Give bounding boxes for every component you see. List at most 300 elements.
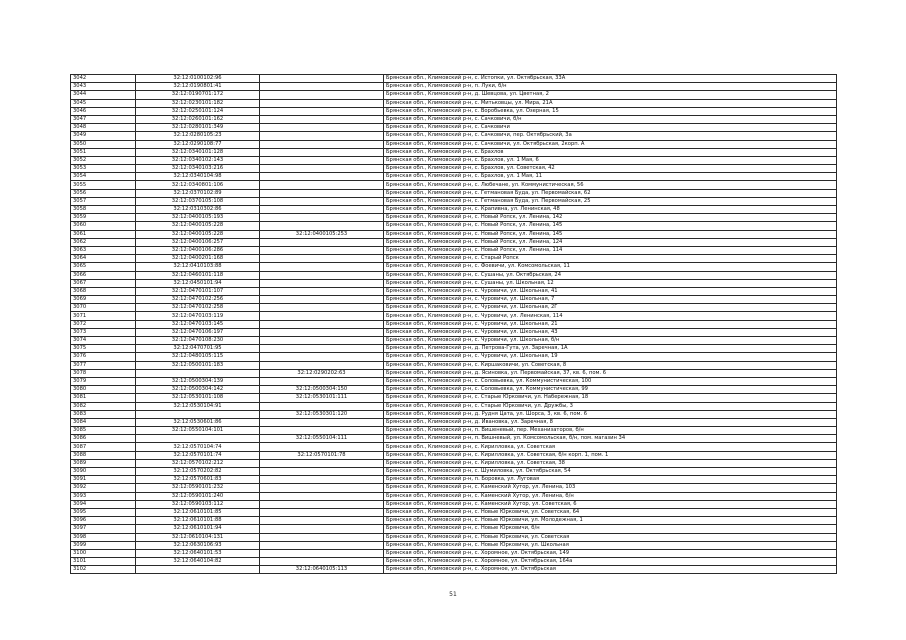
table-row <box>71 345 837 353</box>
table-row <box>71 304 837 312</box>
linked-cadastral-number-cell: 32:12:0500304:150 <box>260 386 384 394</box>
row-number-cell: 3073 <box>71 328 136 336</box>
table-row <box>71 181 837 189</box>
row-number-cell: 3067 <box>71 279 136 287</box>
linked-cadastral-number-cell <box>260 549 384 557</box>
address-cell: Брянская обл., Климовский р-н, с. Новые Юрковичи, ул. Советская, 64 <box>384 508 837 516</box>
cadastral-number-cell: 32:12:0340103:216 <box>136 165 260 173</box>
cadastral-number-cell: 32:12:0400105:193 <box>136 214 260 222</box>
address-cell: Брянская обл., Климовский р-н, с. Новый Ропск, ул. Ленина, 142 <box>384 214 837 222</box>
row-number-cell: 3059 <box>71 214 136 222</box>
cadastral-number-cell: 32:12:0400201:168 <box>136 255 260 263</box>
cadastral-number-cell: 32:12:0530601:86 <box>136 418 260 426</box>
address-cell: Брянская обл., Климовский р-н, с. Новый Ропск, ул. Ленина, 124 <box>384 238 837 246</box>
cadastral-number-cell: 32:12:0530101:108 <box>136 394 260 402</box>
table-row <box>71 476 837 484</box>
linked-cadastral-number-cell <box>260 140 384 148</box>
table-row <box>71 558 837 566</box>
address-cell: Брянская обл., Климовский р-н, с. Брахлов <box>384 148 837 156</box>
linked-cadastral-number-cell <box>260 124 384 132</box>
table-row <box>71 271 837 279</box>
cadastral-number-cell: 32:12:0470106:197 <box>136 328 260 336</box>
address-cell: Брянская обл., Климовский р-н, с. Кирилловка, ул. Советская, б/н корп. 1, пом. 1 <box>384 451 837 459</box>
cadastral-number-cell: 32:12:0340104:98 <box>136 173 260 181</box>
table-row <box>71 541 837 549</box>
cadastral-number-cell: 32:12:0570102:212 <box>136 459 260 467</box>
linked-cadastral-number-cell <box>260 246 384 254</box>
linked-cadastral-number-cell <box>260 287 384 295</box>
address-cell: Брянская обл., Климовский р-н, с. Чуровичи, ул. Ленинская, 114 <box>384 312 837 320</box>
address-cell: Брянская обл., Климовский р-н, с. Крапивна, ул. Ленинская, 48 <box>384 206 837 214</box>
registry-table <box>70 74 837 574</box>
cadastral-number-cell: 32:12:0550104:101 <box>136 427 260 435</box>
table-row <box>71 206 837 214</box>
table-row <box>71 165 837 173</box>
linked-cadastral-number-cell <box>260 263 384 271</box>
linked-cadastral-number-cell: 32:12:0290202:63 <box>260 369 384 377</box>
cadastral-number-cell: 32:12:0590103:112 <box>136 500 260 508</box>
linked-cadastral-number-cell <box>260 214 384 222</box>
row-number-cell: 3094 <box>71 500 136 508</box>
row-number-cell: 3086 <box>71 435 136 443</box>
row-number-cell: 3099 <box>71 541 136 549</box>
address-cell: Брянская обл., Климовский р-н, с. Старые Юрковичи, ул. Дружбы, 3 <box>384 402 837 410</box>
row-number-cell: 3060 <box>71 222 136 230</box>
cadastral-number-cell: 32:12:0610101:85 <box>136 508 260 516</box>
row-number-cell: 3045 <box>71 99 136 107</box>
table-row <box>71 91 837 99</box>
address-cell: Брянская обл., Климовский р-н, с. Шумиловка, ул. Октябрьская, 54 <box>384 468 837 476</box>
row-number-cell: 3063 <box>71 246 136 254</box>
linked-cadastral-number-cell <box>260 541 384 549</box>
row-number-cell: 3043 <box>71 83 136 91</box>
address-cell: Брянская обл., Климовский р-н, с. Хоромное, ул. Октябрьская, 164а <box>384 558 837 566</box>
table-row <box>71 107 837 115</box>
table-row <box>71 377 837 385</box>
row-number-cell: 3066 <box>71 271 136 279</box>
address-cell: Брянская обл., Климовский р-н, с. Воробьевка, ул. Озерная, 15 <box>384 107 837 115</box>
linked-cadastral-number-cell <box>260 206 384 214</box>
cadastral-number-cell <box>136 410 260 418</box>
row-number-cell: 3091 <box>71 476 136 484</box>
table-row <box>71 418 837 426</box>
linked-cadastral-number-cell: 32:12:0530101:111 <box>260 394 384 402</box>
table-row <box>71 230 837 238</box>
cadastral-number-cell: 32:12:0590101:240 <box>136 492 260 500</box>
cadastral-number-cell: 32:12:0100102:96 <box>136 75 260 83</box>
row-number-cell: 3050 <box>71 140 136 148</box>
cadastral-number-cell: 32:12:0340102:143 <box>136 156 260 164</box>
cadastral-number-cell: 32:12:0410103:88 <box>136 263 260 271</box>
row-number-cell: 3097 <box>71 525 136 533</box>
row-number-cell: 3053 <box>71 165 136 173</box>
address-cell: Брянская обл., Климовский р-н, с. Чуровичи, ул. Школьная, 43 <box>384 328 837 336</box>
address-cell: Брянская обл., Климовский р-н, с. Киршаковичи, ул. Советская, 8 <box>384 361 837 369</box>
linked-cadastral-number-cell <box>260 181 384 189</box>
cadastral-number-cell: 32:12:0570202:82 <box>136 468 260 476</box>
row-number-cell: 3078 <box>71 369 136 377</box>
row-number-cell: 3076 <box>71 353 136 361</box>
table-row <box>71 124 837 132</box>
row-number-cell: 3052 <box>71 156 136 164</box>
linked-cadastral-number-cell <box>260 508 384 516</box>
row-number-cell: 3057 <box>71 197 136 205</box>
address-cell: Брянская обл., Климовский р-н, с. Сачковичи, б/н <box>384 115 837 123</box>
linked-cadastral-number-cell <box>260 402 384 410</box>
cadastral-number-cell <box>136 369 260 377</box>
row-number-cell: 3081 <box>71 394 136 402</box>
cadastral-number-cell: 32:12:0530104:91 <box>136 402 260 410</box>
row-number-cell: 3055 <box>71 181 136 189</box>
cadastral-number-cell: 32:12:0280105:23 <box>136 132 260 140</box>
address-cell: Брянская обл., Климовский р-н, с. Чуровичи, ул. Школьная, 41 <box>384 287 837 295</box>
address-cell: Брянская обл., Климовский р-н, с. Каменский Хутор, ул. Советская, 6 <box>384 500 837 508</box>
address-cell: Брянская обл., Климовский р-н, с. Чуровичи, ул. Школьная, 21 <box>384 320 837 328</box>
linked-cadastral-number-cell <box>260 165 384 173</box>
cadastral-number-cell: 32:12:0590101:232 <box>136 484 260 492</box>
cadastral-number-cell: 32:12:0280101:349 <box>136 124 260 132</box>
table-row <box>71 83 837 91</box>
address-cell: Брянская обл., Климовский р-н, с. Сачковичи <box>384 124 837 132</box>
cadastral-number-cell: 32:12:0250101:124 <box>136 107 260 115</box>
address-cell: Брянская обл., Климовский р-н, с. Хоромное, ул. Октябрьская, 149 <box>384 549 837 557</box>
cadastral-number-cell: 32:12:0460101:118 <box>136 271 260 279</box>
address-cell: Брянская обл., Климовский р-н, с. Новый Ропск, ул. Ленина, 145 <box>384 222 837 230</box>
table-row <box>71 148 837 156</box>
linked-cadastral-number-cell <box>260 443 384 451</box>
table-row <box>71 525 837 533</box>
row-number-cell: 3089 <box>71 459 136 467</box>
cadastral-number-cell: 32:12:0400106:257 <box>136 238 260 246</box>
cadastral-number-cell: 32:12:0260101:162 <box>136 115 260 123</box>
cadastral-number-cell: 32:12:0570104:74 <box>136 443 260 451</box>
address-cell: Брянская обл., Климовский р-н, с. Новые Юрковичи, б/н <box>384 525 837 533</box>
table-row <box>71 492 837 500</box>
address-cell: Брянская обл., Климовский р-н, с. Сушаны, ул. Октябрьская, 24 <box>384 271 837 279</box>
row-number-cell: 3062 <box>71 238 136 246</box>
row-number-cell: 3092 <box>71 484 136 492</box>
linked-cadastral-number-cell <box>260 337 384 345</box>
cadastral-number-cell: 32:12:0310302:86 <box>136 206 260 214</box>
address-cell: Брянская обл., Климовский р-н, д. Ясиновка, ул. Первомайская, 37, кв. 6, пом. 6 <box>384 369 837 377</box>
cadastral-number-cell: 32:12:0470701:95 <box>136 345 260 353</box>
address-cell: Брянская обл., Климовский р-н, п. Луки, б/н <box>384 83 837 91</box>
address-cell: Брянская обл., Климовский р-н, с. Новые Юрковичи, ул. Школьная <box>384 541 837 549</box>
cadastral-number-cell: 32:12:0290108:77 <box>136 140 260 148</box>
cadastral-number-cell: 32:12:0230101:182 <box>136 99 260 107</box>
address-cell: Брянская обл., Климовский р-н, с. Сачковичи, ул. Октябрьская, 2корп. А <box>384 140 837 148</box>
linked-cadastral-number-cell <box>260 222 384 230</box>
address-cell: Брянская обл., Климовский р-н, с. Каменский Хутор, ул. Ленина, 103 <box>384 484 837 492</box>
cadastral-number-cell: 32:12:0470108:230 <box>136 337 260 345</box>
row-number-cell: 3077 <box>71 361 136 369</box>
linked-cadastral-number-cell <box>260 99 384 107</box>
cadastral-number-cell: 32:12:0500304:142 <box>136 386 260 394</box>
linked-cadastral-number-cell <box>260 320 384 328</box>
row-number-cell: 3093 <box>71 492 136 500</box>
address-cell: Брянская обл., Климовский р-н, с. Чуровичи, ул. Школьная, 19 <box>384 353 837 361</box>
address-cell: Брянская обл., Климовский р-н, с. Гетмановая Буда, ул. Первомайская, 62 <box>384 189 837 197</box>
address-cell: Брянская обл., Климовский р-н, с. Соловьевка, ул. Коммунистическая, 99 <box>384 386 837 394</box>
cadastral-number-cell: 32:12:0610101:94 <box>136 525 260 533</box>
cadastral-number-cell: 32:12:0370105:108 <box>136 197 260 205</box>
table-row <box>71 312 837 320</box>
table-row <box>71 246 837 254</box>
linked-cadastral-number-cell: 32:12:0400105:253 <box>260 230 384 238</box>
cadastral-number-cell: 32:12:0610101:88 <box>136 517 260 525</box>
table-row <box>71 394 837 402</box>
address-cell: Брянская обл., Климовский р-н, д. Петрова-Гута, ул. Заречная, 1А <box>384 345 837 353</box>
cadastral-number-cell: 32:12:0400105:228 <box>136 230 260 238</box>
row-number-cell: 3083 <box>71 410 136 418</box>
row-number-cell: 3042 <box>71 75 136 83</box>
linked-cadastral-number-cell <box>260 173 384 181</box>
address-cell: Брянская обл., Климовский р-н, с. Новые Юрковичи, ул. Советская <box>384 533 837 541</box>
linked-cadastral-number-cell <box>260 476 384 484</box>
cadastral-number-cell: 32:12:0500304:139 <box>136 377 260 385</box>
cadastral-number-cell: 32:12:0640104:82 <box>136 558 260 566</box>
table-row <box>71 287 837 295</box>
linked-cadastral-number-cell <box>260 484 384 492</box>
cadastral-number-cell <box>136 435 260 443</box>
address-cell: Брянская обл., Климовский р-н, с. Хоромное, ул. Октябрьская <box>384 566 837 574</box>
row-number-cell: 3049 <box>71 132 136 140</box>
linked-cadastral-number-cell: 32:12:0570101:78 <box>260 451 384 459</box>
linked-cadastral-number-cell <box>260 197 384 205</box>
row-number-cell: 3070 <box>71 304 136 312</box>
cadastral-number-cell: 32:12:0470102:258 <box>136 304 260 312</box>
linked-cadastral-number-cell <box>260 107 384 115</box>
cadastral-number-cell: 32:12:0340101:128 <box>136 148 260 156</box>
address-cell: Брянская обл., Климовский р-н, с. Новые Юрковичи, ул. Молодежная, 1 <box>384 517 837 525</box>
linked-cadastral-number-cell <box>260 500 384 508</box>
row-number-cell: 3071 <box>71 312 136 320</box>
linked-cadastral-number-cell <box>260 353 384 361</box>
table-row <box>71 566 837 574</box>
row-number-cell: 3061 <box>71 230 136 238</box>
cadastral-number-cell: 32:12:0340801:106 <box>136 181 260 189</box>
linked-cadastral-number-cell <box>260 296 384 304</box>
linked-cadastral-number-cell <box>260 148 384 156</box>
cadastral-number-cell: 32:12:0470103:145 <box>136 320 260 328</box>
cadastral-number-cell: 32:12:0570601:83 <box>136 476 260 484</box>
cadastral-number-cell: 32:12:0400106:286 <box>136 246 260 254</box>
table-row <box>71 402 837 410</box>
linked-cadastral-number-cell <box>260 328 384 336</box>
page-number: 51 <box>449 591 457 598</box>
address-cell: Брянская обл., Климовский р-н, д. Шевцова, ул. Цветная, 2 <box>384 91 837 99</box>
table-row <box>71 500 837 508</box>
row-number-cell: 3056 <box>71 189 136 197</box>
cadastral-number-cell: 32:12:0450101:94 <box>136 279 260 287</box>
cadastral-number-cell: 32:12:0190701:172 <box>136 91 260 99</box>
table-row <box>71 410 837 418</box>
table-row <box>71 517 837 525</box>
row-number-cell: 3064 <box>71 255 136 263</box>
linked-cadastral-number-cell <box>260 377 384 385</box>
linked-cadastral-number-cell <box>260 345 384 353</box>
row-number-cell: 3082 <box>71 402 136 410</box>
linked-cadastral-number-cell <box>260 459 384 467</box>
table-row <box>71 533 837 541</box>
row-number-cell: 3074 <box>71 337 136 345</box>
row-number-cell: 3085 <box>71 427 136 435</box>
row-number-cell: 3044 <box>71 91 136 99</box>
row-number-cell: 3101 <box>71 558 136 566</box>
cadastral-number-cell: 32:12:0470103:119 <box>136 312 260 320</box>
table-row <box>71 263 837 271</box>
row-number-cell: 3100 <box>71 549 136 557</box>
row-number-cell: 3069 <box>71 296 136 304</box>
linked-cadastral-number-cell <box>260 115 384 123</box>
cadastral-number-cell: 32:12:0470102:256 <box>136 296 260 304</box>
table-row <box>71 197 837 205</box>
address-cell: Брянская обл., Климовский р-н, с. Сачковичи, пер. Октябрьский, 3а <box>384 132 837 140</box>
table-row <box>71 140 837 148</box>
address-cell: Брянская обл., Климовский р-н, п. Вишневый, ул. Комсомольская, б/н, пом. магазин 34 <box>384 435 837 443</box>
linked-cadastral-number-cell <box>260 238 384 246</box>
linked-cadastral-number-cell <box>260 468 384 476</box>
address-cell: Брянская обл., Климовский р-н, с. Старый Ропск <box>384 255 837 263</box>
linked-cadastral-number-cell: 32:12:0550104:111 <box>260 435 384 443</box>
linked-cadastral-number-cell <box>260 75 384 83</box>
table-row <box>71 173 837 181</box>
table-row <box>71 279 837 287</box>
table-row <box>71 361 837 369</box>
cadastral-number-cell: 32:12:0480105:115 <box>136 353 260 361</box>
linked-cadastral-number-cell <box>260 427 384 435</box>
linked-cadastral-number-cell <box>260 361 384 369</box>
address-cell: Брянская обл., Климовский р-н, с. Любечане, ул. Коммунистическая, 56 <box>384 181 837 189</box>
linked-cadastral-number-cell <box>260 132 384 140</box>
row-number-cell: 3087 <box>71 443 136 451</box>
address-cell: Брянская обл., Климовский р-н, с. Новый Ропск, ул. Ленина, 145 <box>384 230 837 238</box>
linked-cadastral-number-cell <box>260 533 384 541</box>
linked-cadastral-number-cell <box>260 304 384 312</box>
table-row <box>71 156 837 164</box>
table-row <box>71 427 837 435</box>
address-cell: Брянская обл., Климовский р-н, с. Соловьевка, ул. Коммунистическая, 100 <box>384 377 837 385</box>
row-number-cell: 3098 <box>71 533 136 541</box>
cadastral-number-cell: 32:12:0400105:228 <box>136 222 260 230</box>
address-cell: Брянская обл., Климовский р-н, с. Кирилловка, ул. Советская <box>384 443 837 451</box>
linked-cadastral-number-cell <box>260 271 384 279</box>
row-number-cell: 3075 <box>71 345 136 353</box>
cadastral-number-cell: 32:12:0370102:89 <box>136 189 260 197</box>
row-number-cell: 3072 <box>71 320 136 328</box>
address-cell: Брянская обл., Климовский р-н, с. Гетмановая Буда, ул. Первомайская, 25 <box>384 197 837 205</box>
table-row <box>71 115 837 123</box>
table-row <box>71 132 837 140</box>
cadastral-number-cell: 32:12:0500101:183 <box>136 361 260 369</box>
table-row <box>71 459 837 467</box>
address-cell: Брянская обл., Климовский р-н, с. Кирилловка, ул. Советская, 38 <box>384 459 837 467</box>
linked-cadastral-number-cell <box>260 312 384 320</box>
table-row <box>71 508 837 516</box>
cadastral-number-cell: 32:12:0570101:74 <box>136 451 260 459</box>
address-cell: Брянская обл., Климовский р-н, с. Чуровичи, ул. Школьная, б/н <box>384 337 837 345</box>
row-number-cell: 3090 <box>71 468 136 476</box>
linked-cadastral-number-cell <box>260 83 384 91</box>
cadastral-number-cell: 32:12:0610104:131 <box>136 533 260 541</box>
row-number-cell: 3096 <box>71 517 136 525</box>
table-row <box>71 328 837 336</box>
row-number-cell: 3046 <box>71 107 136 115</box>
row-number-cell: 3102 <box>71 566 136 574</box>
address-cell: Брянская обл., Климовский р-н, с. Чуровичи, ул. Школьная, 7 <box>384 296 837 304</box>
cadastral-number-cell: 32:12:0190801:41 <box>136 83 260 91</box>
table-row <box>71 296 837 304</box>
address-cell: Брянская обл., Климовский р-н, с. Новый Ропск, ул. Ленина, 114 <box>384 246 837 254</box>
table-row <box>71 443 837 451</box>
table-row <box>71 386 837 394</box>
row-number-cell: 3080 <box>71 386 136 394</box>
table-row <box>71 99 837 107</box>
table-row <box>71 222 837 230</box>
cadastral-number-cell: 32:12:0470101:107 <box>136 287 260 295</box>
row-number-cell: 3065 <box>71 263 136 271</box>
row-number-cell: 3095 <box>71 508 136 516</box>
table-row <box>71 484 837 492</box>
linked-cadastral-number-cell <box>260 255 384 263</box>
address-cell: Брянская обл., Климовский р-н, с. Брахлов, ул. 1 Мая, 11 <box>384 173 837 181</box>
row-number-cell: 3068 <box>71 287 136 295</box>
linked-cadastral-number-cell <box>260 492 384 500</box>
linked-cadastral-number-cell: 32:12:0530301:120 <box>260 410 384 418</box>
table-row <box>71 214 837 222</box>
address-cell: Брянская обл., Климовский р-н, с. Брахлов, ул. Советская, 42 <box>384 165 837 173</box>
cadastral-number-cell <box>136 566 260 574</box>
table-row <box>71 435 837 443</box>
row-number-cell: 3058 <box>71 206 136 214</box>
address-cell: Брянская обл., Климовский р-н, с. Сушаны, ул. Школьная, 12 <box>384 279 837 287</box>
linked-cadastral-number-cell <box>260 91 384 99</box>
address-cell: Брянская обл., Климовский р-н, д. Ивановка, ул. Заречная, 8 <box>384 418 837 426</box>
cadastral-number-cell: 32:12:0630106:93 <box>136 541 260 549</box>
table-row <box>71 189 837 197</box>
linked-cadastral-number-cell <box>260 279 384 287</box>
table-row <box>71 451 837 459</box>
linked-cadastral-number-cell <box>260 156 384 164</box>
registry-table-body <box>71 75 837 574</box>
row-number-cell: 3054 <box>71 173 136 181</box>
linked-cadastral-number-cell <box>260 525 384 533</box>
address-cell: Брянская обл., Климовский р-н, п. Боровка, ул. Луговая <box>384 476 837 484</box>
row-number-cell: 3048 <box>71 124 136 132</box>
table-row <box>71 549 837 557</box>
linked-cadastral-number-cell <box>260 418 384 426</box>
row-number-cell: 3084 <box>71 418 136 426</box>
address-cell: Брянская обл., Климовский р-н, п. Вишеневый, пер. Механизаторов, б/н <box>384 427 837 435</box>
address-cell: Брянская обл., Климовский р-н, с. Старые Юрковичи, ул. Набережная, 18 <box>384 394 837 402</box>
table-row <box>71 75 837 83</box>
row-number-cell: 3047 <box>71 115 136 123</box>
cadastral-number-cell: 32:12:0640101:53 <box>136 549 260 557</box>
table-row <box>71 337 837 345</box>
table-row <box>71 369 837 377</box>
table-row <box>71 468 837 476</box>
linked-cadastral-number-cell <box>260 558 384 566</box>
table-row <box>71 320 837 328</box>
address-cell: Брянская обл., Климовский р-н, с. Фоевичи, ул. Комсомольская, 11 <box>384 263 837 271</box>
table-row <box>71 255 837 263</box>
linked-cadastral-number-cell: 32:12:0640105:113 <box>260 566 384 574</box>
address-cell: Брянская обл., Климовский р-н, с. Истопки, ул. Октябрьская, 33А <box>384 75 837 83</box>
table-row <box>71 238 837 246</box>
linked-cadastral-number-cell <box>260 517 384 525</box>
address-cell: Брянская обл., Климовский р-н, с. Митьковцы, ул. Мира, 21А <box>384 99 837 107</box>
row-number-cell: 3088 <box>71 451 136 459</box>
